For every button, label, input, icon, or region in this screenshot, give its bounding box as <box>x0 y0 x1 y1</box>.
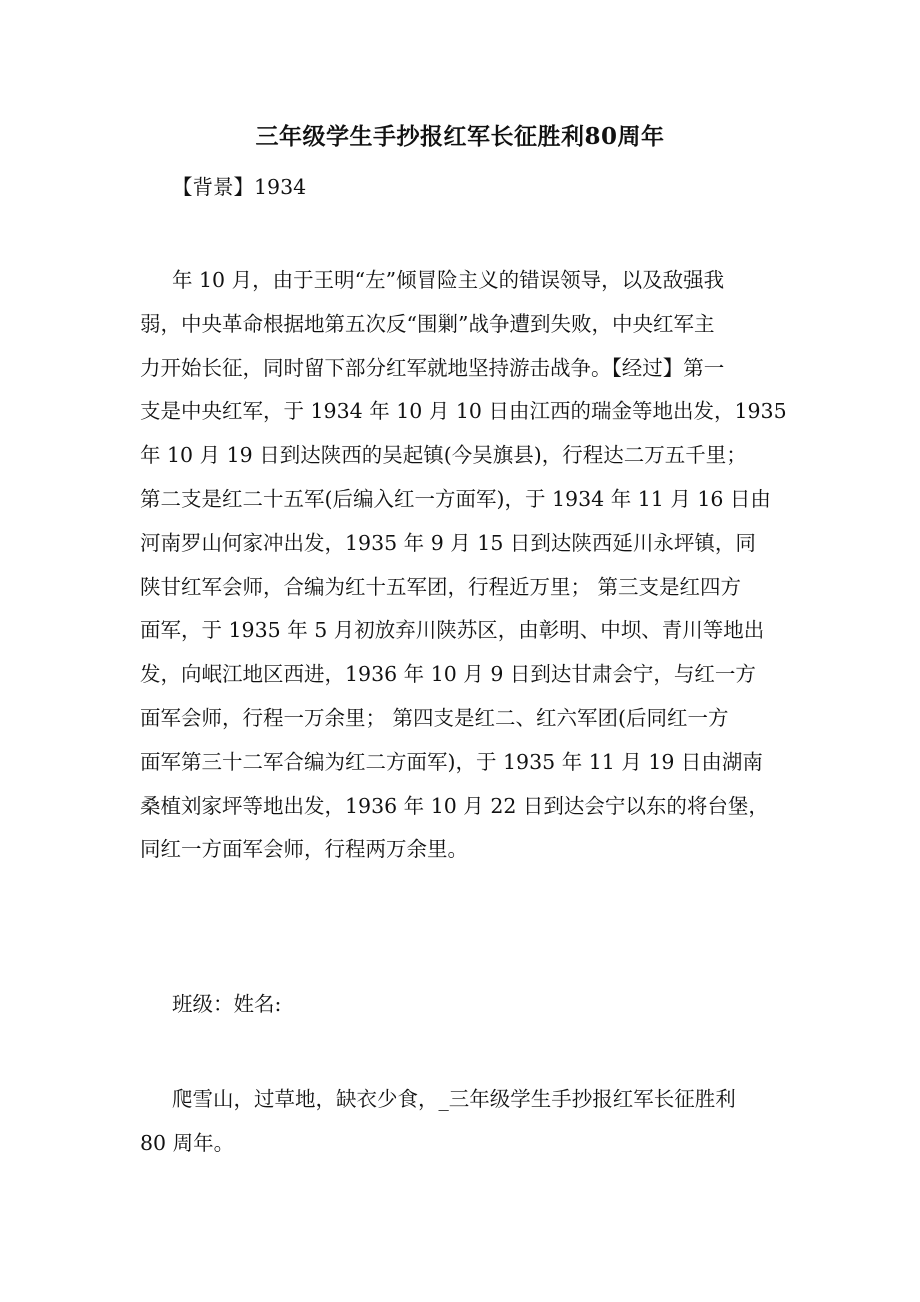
body-line: 面军第三十二军合编为红二方面军)，于 1935 年 11 月 19 日由湖南 <box>140 749 763 774</box>
body-line: 陕甘红军会师，合编为红十五军团，行程近万里； 第三支是红四方 <box>140 574 742 599</box>
body-line: 年 10 月，由于王明“左”倾冒险主义的错误领导，以及敌强我 <box>172 268 725 292</box>
document-title: 三年级学生手抄报红军长征胜利80周年 <box>255 123 665 150</box>
body-line: 河南罗山何家冲出发，1935 年 9 月 15 日到达陕西延川永坪镇，同 <box>140 530 756 555</box>
body-line: 同红一方面军会师，行程两万余里。 <box>140 837 468 862</box>
class-name-line: 班级：姓名: <box>172 992 282 1016</box>
body-paragraph <box>140 259 787 872</box>
body-line: 面军会师，行程一万余里； 第四支是红二、红六军团(后同红一方 <box>140 705 729 730</box>
body-line: 力开始长征，同时留下部分红军就地坚持游击战争。【经过】第一 <box>140 355 725 380</box>
body-line: 发，向岷江地区西进，1936 年 10 月 9 日到达甘肃会宁，与红一方 <box>140 662 756 687</box>
closing-paragraph <box>140 1078 780 1166</box>
closing-line: 80 周年。 <box>140 1130 235 1155</box>
body-line: 支是中央红军，于 1934 年 10 月 10 日由江西的瑞金等地出发，1935 <box>140 399 787 424</box>
closing-line: 爬雪山，过草地，缺衣少食，_三年级学生手抄报红军长征胜利 <box>172 1087 736 1111</box>
background-label: 【背景】1934 <box>172 175 307 199</box>
body-line: 第二支是红二十五军(后编入红一方面军)，于 1934 年 11 月 16 日由 <box>140 486 771 511</box>
body-line: 弱，中央革命根据地第五次反“围剿”战争遭到失败，中央红军主 <box>140 311 715 336</box>
body-line: 面军，于 1935 年 5 月初放弃川陕苏区，由彰明、中坝、青川等地出 <box>140 618 765 643</box>
body-line: 桑植刘家坪等地出发，1936 年 10 月 22 日到达会宁以东的将台堡， <box>140 793 769 818</box>
body-line: 年 10 月 19 日到达陕西的吴起镇(今吴旗县)，行程达二万五千里； <box>140 443 747 468</box>
